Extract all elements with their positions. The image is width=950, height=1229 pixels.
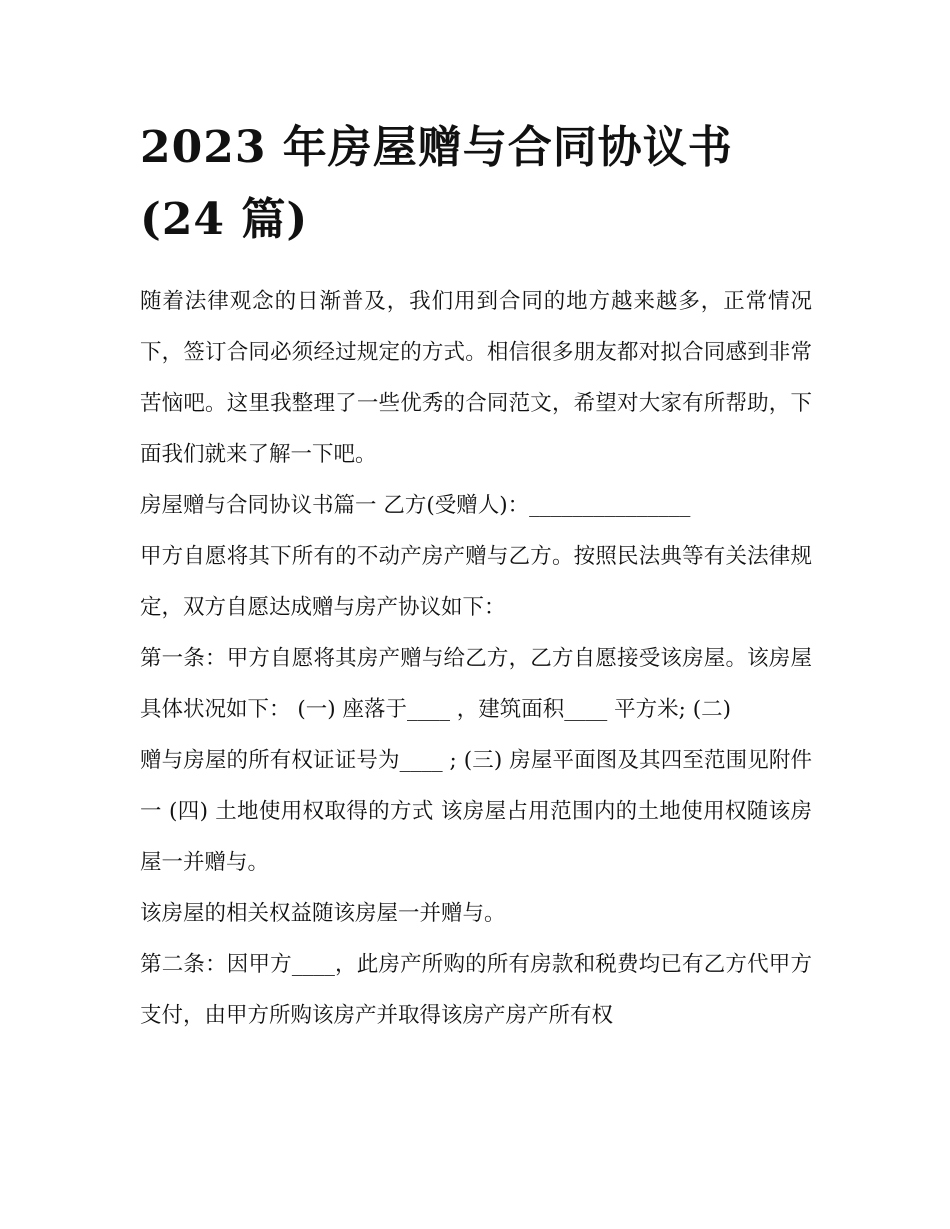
title-line-2: (24 篇) xyxy=(140,194,309,245)
paragraph-article-1-cont: 赠与房屋的所有权证证号为____ ; (三) 房屋平面图及其四至范围见附件一 (四) 土地使用权取得的方式 该房屋占用范围内的土地使用权随该房屋一并赠与。 xyxy=(140,748,812,875)
paragraph-section-heading: 房屋赠与合同协议书篇一 乙方(受赠人)：_______________ xyxy=(140,493,691,518)
paragraph-rights: 该房屋的相关权益随该房屋一并赠与。 xyxy=(140,901,506,926)
paragraph-article-1: 第一条：甲方自愿将其房产赠与给乙方，乙方自愿接受该房屋。该房屋具体状况如下： (一) 座落于____ ，建筑面积____ 平方米; (二) xyxy=(140,646,812,722)
paragraph-intro: 随着法律观念的日渐普及，我们用到合同的地方越来越多，正常情况下，签订合同必须经过规定的方式。相信很多朋友都对拟合同感到非常苦恼吧。这里我整理了一些优秀的合同范文，希望对大家有所帮助，下面我们就来了解一下吧。 xyxy=(140,289,812,467)
title-line-1: 2023 年房屋赠与合同协议书 xyxy=(140,122,733,173)
document-title xyxy=(140,112,812,256)
paragraph-preamble: 甲方自愿将其下所有的不动产房产赠与乙方。按照民法典等有关法律规定，双方自愿达成赠与房产协议如下： xyxy=(140,544,812,620)
paragraph-article-2: 第二条：因甲方____，此房产所购的所有房款和税费均已有乙方代甲方支付，由甲方所购该房产并取得该房产房产所有权 xyxy=(140,952,812,1028)
document-page xyxy=(140,112,812,1041)
document-body xyxy=(140,276,812,1041)
